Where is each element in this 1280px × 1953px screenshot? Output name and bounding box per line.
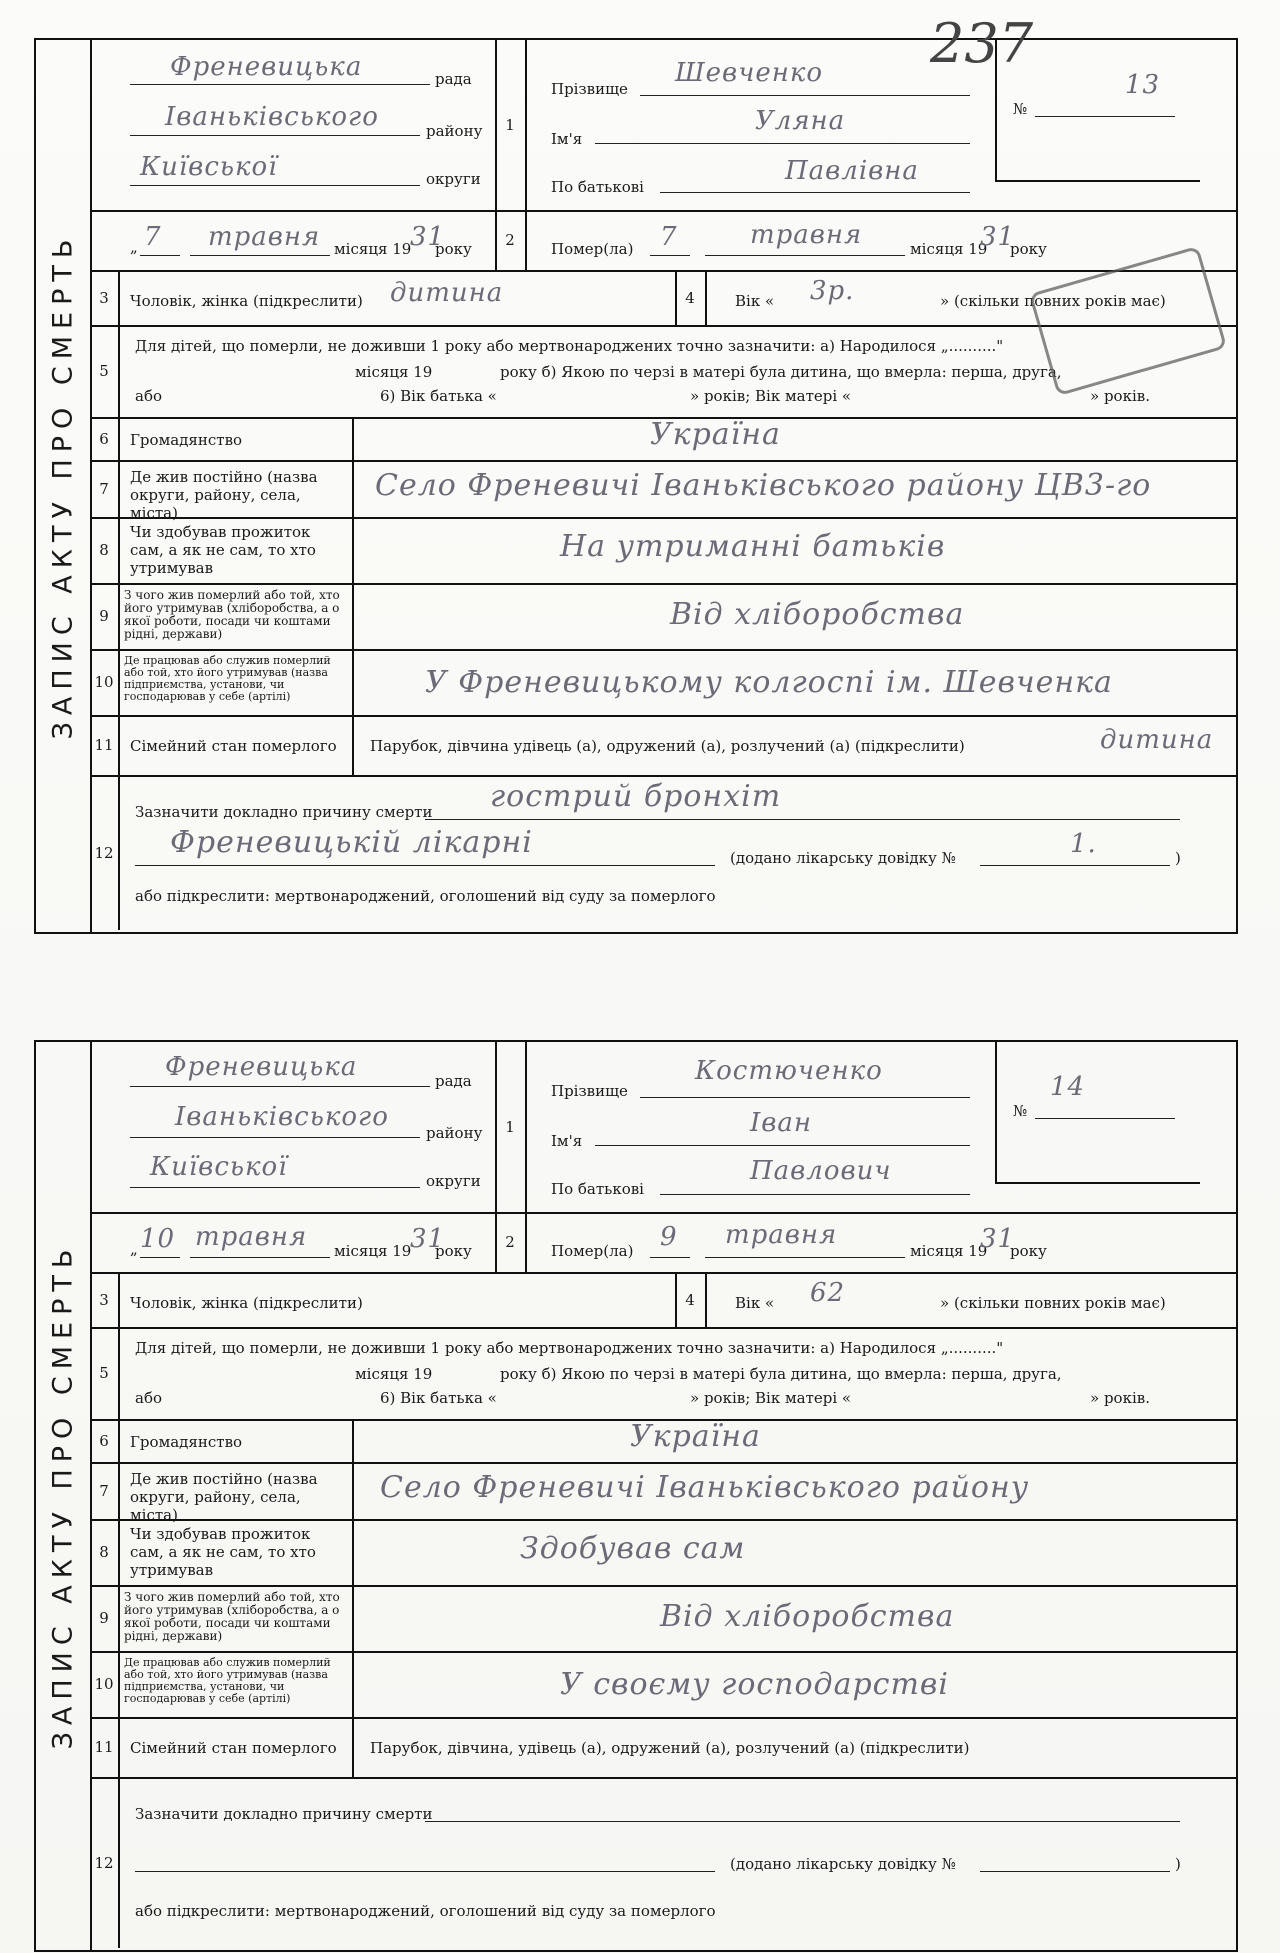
patronymic-value: Павлівна (785, 156, 919, 186)
age-value: 62 (810, 1278, 846, 1308)
date-year: 31 (410, 1224, 446, 1254)
work-value: У Френевицькому колгоспі ім. Шевченка (425, 665, 1113, 700)
rayon-value: Іваньківського (175, 1102, 389, 1132)
citizenship-label: Громадянство (130, 431, 243, 449)
residence-row: 7 Де жив постійно (назва округи, району, села, міста) Село Френевичі Іваньківського району (90, 1462, 1236, 1521)
name-value: Уляна (755, 106, 846, 136)
living-row: 8 Чи здобував прожиток сам, а як не сам, то хто утримував Здобував сам (90, 1519, 1236, 1587)
number-label: № (1013, 100, 1028, 118)
marital-row: 11 Сімейний стан померлого Парубок, дівчина, удівець (а), одружений (а), розлучений (а) (підкреслити) (90, 1717, 1236, 1779)
work-row: 10 Де працював або служив померлий або той, хто його утримував (назва підприємства, установи, чи господарював у себе (артілі) У Френевицькому колгоспі ім. Шевченка (90, 649, 1236, 717)
living-row: 8 Чи здобував прожиток сам, а як не сам, то хто утримував На утриманні батьків (90, 517, 1236, 585)
date-day: 10 (140, 1224, 176, 1254)
living-value: На утриманні батьків (560, 529, 946, 564)
sex-value: дитина (390, 278, 504, 308)
surname-label: Прізвище (551, 80, 628, 98)
living-value: Здобував сам (520, 1531, 746, 1566)
patronymic-label: По батькові (551, 178, 644, 196)
marital-options: Парубок, дівчина, удівець (а), одружений (а), розлучений (а) (підкреслити) (370, 1739, 970, 1757)
work-label: Де працював або служив померлий або той, хто його утримував (назва підприємства, установи, чи господарював у себе (артілі) (124, 654, 331, 703)
surname-value: Костюченко (695, 1056, 883, 1086)
cause-label: Зазначити докладно причину смерти (135, 803, 433, 821)
field-number-1: 1 (505, 116, 515, 134)
residence-row: 7 Де жив постійно (назва округи, району, села, міста) Село Френевичі Іваньківського району ЦВ3-го (90, 460, 1236, 519)
residence-value: Село Френевичі Іваньківського району ЦВ3-го (375, 468, 1152, 503)
date-row: „ 10 травня місяця 19 31 року 2 Помер(ла) 9 травня місяця 19 31 року (90, 1212, 1236, 1274)
sex-label: Чоловік, жінка (підкреслити) (130, 292, 363, 310)
okruha-value: Київської (140, 152, 278, 182)
marital-row: 11 Сімейний стан померлого Парубок, дівчина удівець (а), одружений (а), розлучений (а) (підкреслити) дитина (90, 715, 1236, 777)
record-number-box: № 14 (995, 1042, 1200, 1184)
date-month: травня (195, 1222, 308, 1252)
work-row: 10 Де працював або служив померлий або той, хто його утримував (назва підприємства, установи, чи господарював у себе (артілі) У своєму господарстві (90, 1651, 1236, 1719)
death-record-form-1 (34, 12, 1238, 934)
died-month: травня (750, 220, 863, 250)
age-value: 3р. (810, 276, 855, 306)
date-row: „ 7 травня місяця 19 31 року 2 Помер(ла) 7 травня місяця 19 31 року (90, 210, 1236, 272)
sex-age-row: 3 Чоловік, жінка (підкреслити) дитина 4 Вік « 3р. » (скільки повних років має) (90, 270, 1236, 327)
cause-line3: або підкреслити: мертвонароджений, оголошений від суду за померлого (135, 887, 716, 905)
died-month: травня (725, 1220, 838, 1250)
header-row (90, 12, 1236, 212)
rada-label: рада (435, 70, 472, 88)
income-row: 9 З чого жив померлий або той, хто його утримував (хліборобства, а о якої роботи, посади чи коштами рідні, держави) Від хліборобства (90, 583, 1236, 651)
died-label: Помер(ла) (551, 240, 634, 258)
died-day: 9 (660, 1222, 678, 1252)
citizenship-value: Україна (650, 417, 781, 452)
marital-options: Парубок, дівчина удівець (а), одружений (а), розлучений (а) (підкреслити) (370, 737, 965, 755)
living-label: Чи здобував прожиток сам, а як не сам, то хто утримував (130, 523, 316, 577)
residence-label: Де жив постійно (назва округи, району, села, міста) (130, 468, 318, 522)
age-label: Вік « (735, 292, 775, 310)
citizenship-value: Україна (630, 1419, 761, 1454)
header-row: Френевицька рада Іваньківського району Київської округи 1 Прізвище Костюченко Ім'я Іван По батькові Павлович № 14 (90, 1042, 1236, 1214)
citizenship-row: 6 Громадянство Україна (90, 417, 1236, 462)
number-value: 13 (1125, 70, 1161, 100)
date-day: 7 (144, 222, 162, 252)
died-day: 7 (660, 222, 678, 252)
okruha-value: Київської (150, 1152, 288, 1182)
rada-value: Френевицька (170, 52, 363, 82)
income-row: 9 З чого жив померлий або той, хто його утримував (хліборобства, а о якої роботи, посади чи коштами рідні, держави) Від хліборобства (90, 1585, 1236, 1653)
okruha-label: округи (426, 170, 481, 188)
vertical-title: ЗАПИС АКТУ ПРО СМЕРТЬ (36, 40, 92, 932)
death-record-form-2 (34, 1040, 1238, 1952)
income-label: З чого жив померлий або той, хто його утримував (хліборобства, а о якої роботи, посади чи коштами рідні, держави) (124, 588, 340, 641)
died-year: 31 (980, 222, 1016, 252)
sex-age-row: 3 Чоловік, жінка (підкреслити) 4 Вік « 62 » (скільки повних років має) (90, 1272, 1236, 1329)
cause-value: гострий бронхіт (490, 779, 782, 814)
marital-value: дитина (1100, 725, 1214, 755)
date-month: травня (208, 222, 321, 252)
cause-line2: Френевицькій лікарні (170, 825, 533, 860)
vertical-title: ЗАПИС АКТУ ПРО СМЕРТЬ (36, 1042, 92, 1950)
patronymic-value: Павлович (750, 1156, 892, 1186)
surname-value: Шевченко (675, 58, 824, 88)
date-year: 31 (410, 222, 446, 252)
age-suffix: » (скільки повних років має) (940, 292, 1166, 310)
cause-row: 12 Зазначити докладно причину смерти (додано лікарську довідку № ) або підкреслити: мертвонароджений, оголошений від суду за померлого (90, 1777, 1236, 1948)
residence-value: Село Френевичі Іваньківського району (380, 1470, 1030, 1505)
income-value: Від хліборобства (660, 1599, 955, 1634)
cause-row: 12 Зазначити докладно причину смерти гострий бронхіт Френевицькій лікарні (додано лікарську довідку № 1. ) або підкреслити: мертвонароджений, оголошений від суду за померлого (90, 775, 1236, 930)
died-year: 31 (980, 1224, 1016, 1254)
marital-label: Сімейний стан померлого (130, 737, 337, 755)
number-value: 14 (1050, 1072, 1086, 1102)
children-row: 5 Для дітей, що померли, не доживши 1 року або мертвонароджених точно зазначити: а) Народилося „.........." місяця 19 року б) Якою по черзі в матері була дитина, що вмерла: перша, друга, або 6) Вік батька « » років; Вік матері « » років. (90, 1327, 1236, 1421)
rada-value: Френевицька (165, 1052, 358, 1082)
rayon-value: Іваньківського (165, 102, 379, 132)
name-label: Ім'я (551, 130, 583, 148)
name-value: Іван (750, 1108, 813, 1138)
citizenship-row: 6 Громадянство Україна (90, 1419, 1236, 1464)
cert-value: 1. (1070, 829, 1097, 859)
rayon-label: району (426, 122, 483, 140)
children-row: 5 Для дітей, що померли, не доживши 1 року або мертвонароджених точно зазначити: а) Народилося „.........." місяця 19 року б) Якою по черзі в матері була дитина, що вмерла: перша, друга, або 6) Вік батька « » років; Вік матері « » років. (90, 325, 1236, 419)
work-value: У своєму господарстві (560, 1667, 949, 1702)
corner-number: 237 (930, 12, 1034, 75)
income-value: Від хліборобства (670, 597, 965, 632)
